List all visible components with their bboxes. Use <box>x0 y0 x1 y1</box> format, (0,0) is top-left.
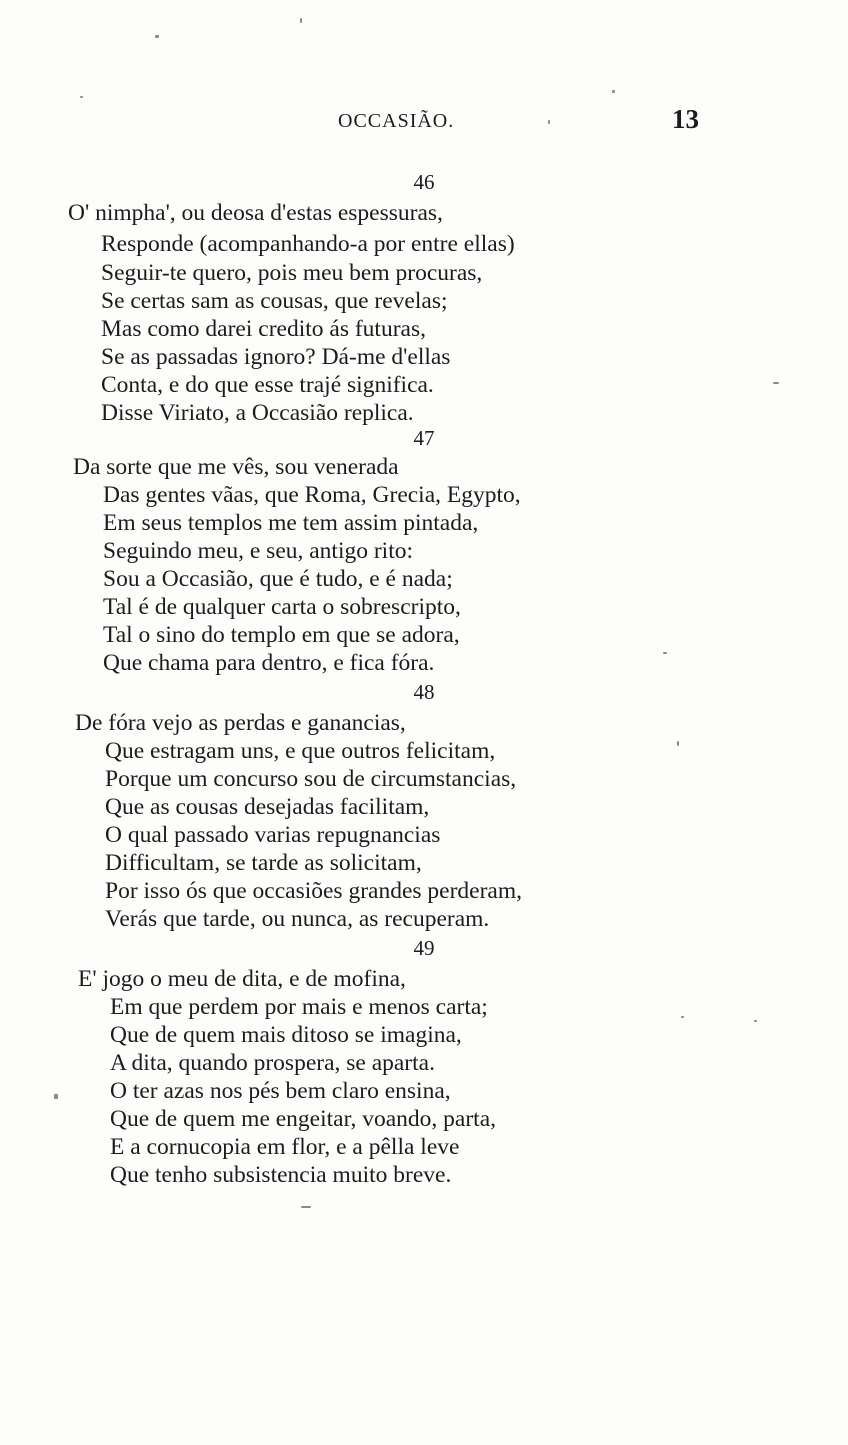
verse-line: Disse Viriato, a Occasião replica. <box>101 400 414 426</box>
verse-line: Que de quem me engeitar, voando, parta, <box>110 1106 497 1132</box>
verse-line: Da sorte que me vês, sou venerada <box>73 454 399 480</box>
verse-line: Que chama para dentro, e fica fóra. <box>103 650 435 676</box>
stanza-number: 48 <box>413 680 435 704</box>
verse-line: Tal é de qualquer carta o sobrescripto, <box>103 594 461 620</box>
verse-line: Difficultam, se tarde as solicitam, <box>105 850 422 876</box>
verse-line: Tal o sino do templo em que se adora, <box>103 622 460 648</box>
paper-speck <box>54 1094 58 1099</box>
running-title: OCCASIÃO. <box>338 110 455 132</box>
verse-line: Que tenho subsistencia muito breve. <box>110 1162 452 1188</box>
verse-line: Sou a Occasião, que é tudo, e é nada; <box>103 566 453 592</box>
verse-line: Em seus templos me tem assim pintada, <box>103 510 479 536</box>
paper-speck <box>754 1020 757 1022</box>
paper-speck <box>681 1016 684 1018</box>
verse-line: Em que perdem por mais e menos carta; <box>110 994 488 1020</box>
verse-line: Porque um concurso sou de circumstancias, <box>105 766 517 792</box>
paper-speck <box>80 96 83 98</box>
paper-speck <box>548 120 550 124</box>
verse-line: O ter azas nos pés bem claro ensina, <box>110 1078 451 1104</box>
verse-line: Se certas sam as cousas, que revelas; <box>101 288 448 314</box>
stanza-number: 49 <box>413 936 435 960</box>
paper-speck <box>301 1206 311 1208</box>
verse-line: Se as passadas ignoro? Dá-me d'ellas <box>101 344 451 370</box>
stanza-number: 46 <box>413 170 435 194</box>
paper-speck <box>612 90 615 93</box>
verse-line: Verás que tarde, ou nunca, as recuperam. <box>105 906 490 932</box>
verse-line: Por isso ós que occasiões grandes perderam, <box>105 878 523 904</box>
verse-line: E' jogo o meu de dita, e de mofina, <box>78 966 406 992</box>
verse-line: Que as cousas desejadas facilitam, <box>105 794 430 820</box>
paper-speck <box>663 652 667 654</box>
verse-line: Conta, e do que esse trajé significa. <box>101 372 434 398</box>
verse-line: Seguindo meu, e seu, antigo rito: <box>103 538 414 564</box>
paper-speck <box>300 18 302 23</box>
verse-line: Que de quem mais ditoso se imagina, <box>110 1022 462 1048</box>
verse-line: A dita, quando prospera, se aparta. <box>110 1050 435 1076</box>
verse-line: Responde (acompanhando-a por entre ellas) <box>101 231 515 257</box>
paper-speck <box>155 35 159 38</box>
verse-line: E a cornucopia em flor, e a pêlla leve <box>110 1134 460 1160</box>
stanza-number: 47 <box>413 426 435 450</box>
verse-line: O' nimpha', ou deosa d'estas espessuras, <box>68 200 443 226</box>
page-number: 13 <box>672 104 699 134</box>
verse-line: Mas como darei credito ás futuras, <box>101 316 426 342</box>
verse-line: O qual passado varias repugnancias <box>105 822 441 848</box>
verse-line: Que estragam uns, e que outros felicitam, <box>105 738 496 764</box>
paper-speck <box>773 382 779 384</box>
paper-speck <box>677 741 679 746</box>
verse-line: Das gentes vãas, que Roma, Grecia, Egypto, <box>103 482 521 508</box>
verse-line: De fóra vejo as perdas e ganancias, <box>75 710 406 736</box>
verse-line: Seguir-te quero, pois meu bem procuras, <box>101 260 483 286</box>
